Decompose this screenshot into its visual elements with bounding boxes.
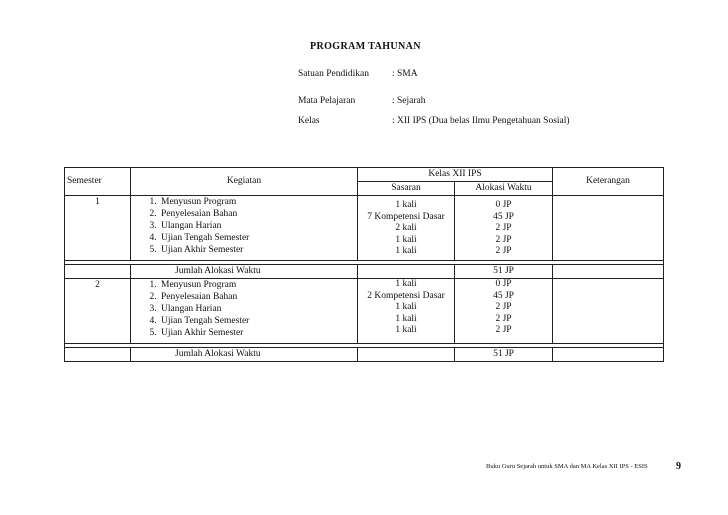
semester-number: 1 bbox=[65, 196, 131, 261]
sasaran-value: 2 kali bbox=[395, 223, 417, 233]
alokasi-cell bbox=[455, 279, 553, 344]
alokasi-value: 2 JP bbox=[495, 223, 512, 233]
activity-item: 4. Ujian Tengah Semester bbox=[159, 232, 357, 244]
sasaran-cell bbox=[358, 196, 455, 261]
keterangan-cell bbox=[553, 279, 664, 344]
alokasi-value: 2 JP bbox=[495, 246, 512, 256]
footer-text: Buku Guru Sejarah untuk SMA dan MA Kelas XII IPS - ESIS bbox=[486, 463, 648, 470]
sasaran-value: 7 Kompetensi Dasar bbox=[367, 211, 445, 222]
alokasi-value: 2 JP bbox=[495, 234, 512, 245]
sasaran-value: 1 kali bbox=[395, 313, 417, 324]
page-number: 9 bbox=[676, 461, 681, 472]
activity-item: 3. Ulangan Harian bbox=[159, 220, 357, 232]
header-sasaran: Sasaran bbox=[358, 182, 455, 196]
alokasi-value: 0 JP bbox=[495, 200, 512, 210]
activity-item: 2. Penyelesaian Bahan bbox=[159, 291, 357, 303]
alokasi-cell bbox=[455, 196, 553, 261]
activity-list-cell bbox=[131, 196, 358, 261]
info-value: : XII IPS (Dua belas Ilmu Pengetahuan Sosial) bbox=[392, 116, 570, 126]
total-value: 51 JP bbox=[455, 265, 553, 279]
activity-list bbox=[131, 279, 357, 339]
keterangan-cell bbox=[553, 196, 664, 261]
activity-item: 3. Ulangan Harian bbox=[159, 303, 357, 315]
semester-number: 2 bbox=[65, 279, 131, 344]
activity-item: 1. Menyusun Program bbox=[159, 279, 357, 291]
info-label: Satuan Pendidikan bbox=[298, 69, 369, 79]
alokasi-value: 45 JP bbox=[493, 290, 514, 301]
alokasi-value: 45 JP bbox=[493, 211, 514, 222]
sasaran-value: 1 kali bbox=[395, 302, 417, 312]
total-value: 51 JP bbox=[455, 348, 553, 362]
activity-item: 5. Ujian Akhir Semester bbox=[159, 244, 357, 256]
activity-item: 2. Penyelesaian Bahan bbox=[159, 208, 357, 220]
sasaran-value: 1 kali bbox=[395, 200, 417, 210]
activity-list bbox=[131, 196, 357, 256]
activity-item: 5. Ujian Akhir Semester bbox=[159, 327, 357, 339]
sasaran-value: 1 kali bbox=[395, 234, 417, 245]
total-label: Jumlah Alokasi Waktu bbox=[131, 265, 358, 279]
total-row bbox=[65, 348, 664, 362]
total-label: Jumlah Alokasi Waktu bbox=[131, 348, 358, 362]
alokasi-value: 2 JP bbox=[495, 313, 512, 324]
header-keterangan: Keterangan bbox=[553, 168, 664, 196]
alokasi-value: 0 JP bbox=[495, 279, 512, 289]
header-kegiatan: Kegiatan bbox=[131, 168, 358, 196]
activity-item: 1. Menyusun Program bbox=[159, 196, 357, 208]
header-kelas: Kelas XII IPS bbox=[358, 168, 553, 182]
page-title: PROGRAM TAHUNAN bbox=[310, 41, 421, 52]
info-label: Kelas bbox=[298, 116, 320, 126]
sasaran-value: 1 kali bbox=[395, 325, 417, 335]
semester-row bbox=[65, 279, 664, 344]
total-row bbox=[65, 265, 664, 279]
header-semester: Semester bbox=[65, 168, 131, 196]
info-label: Mata Pelajaran bbox=[298, 96, 356, 106]
header-alokasi: Alokasi Waktu bbox=[455, 182, 553, 196]
activity-list-cell bbox=[131, 279, 358, 344]
alokasi-value: 2 JP bbox=[495, 325, 512, 335]
sasaran-value: 1 kali bbox=[395, 279, 417, 289]
sasaran-value: 2 Kompetensi Dasar bbox=[367, 290, 445, 301]
alokasi-value: 2 JP bbox=[495, 302, 512, 312]
program-table bbox=[64, 167, 664, 362]
semester-row bbox=[65, 196, 664, 261]
info-value: : SMA bbox=[392, 69, 418, 79]
sasaran-value: 1 kali bbox=[395, 246, 417, 256]
info-value: : Sejarah bbox=[392, 96, 426, 106]
sasaran-cell bbox=[358, 279, 455, 344]
activity-item: 4. Ujian Tengah Semester bbox=[159, 315, 357, 327]
